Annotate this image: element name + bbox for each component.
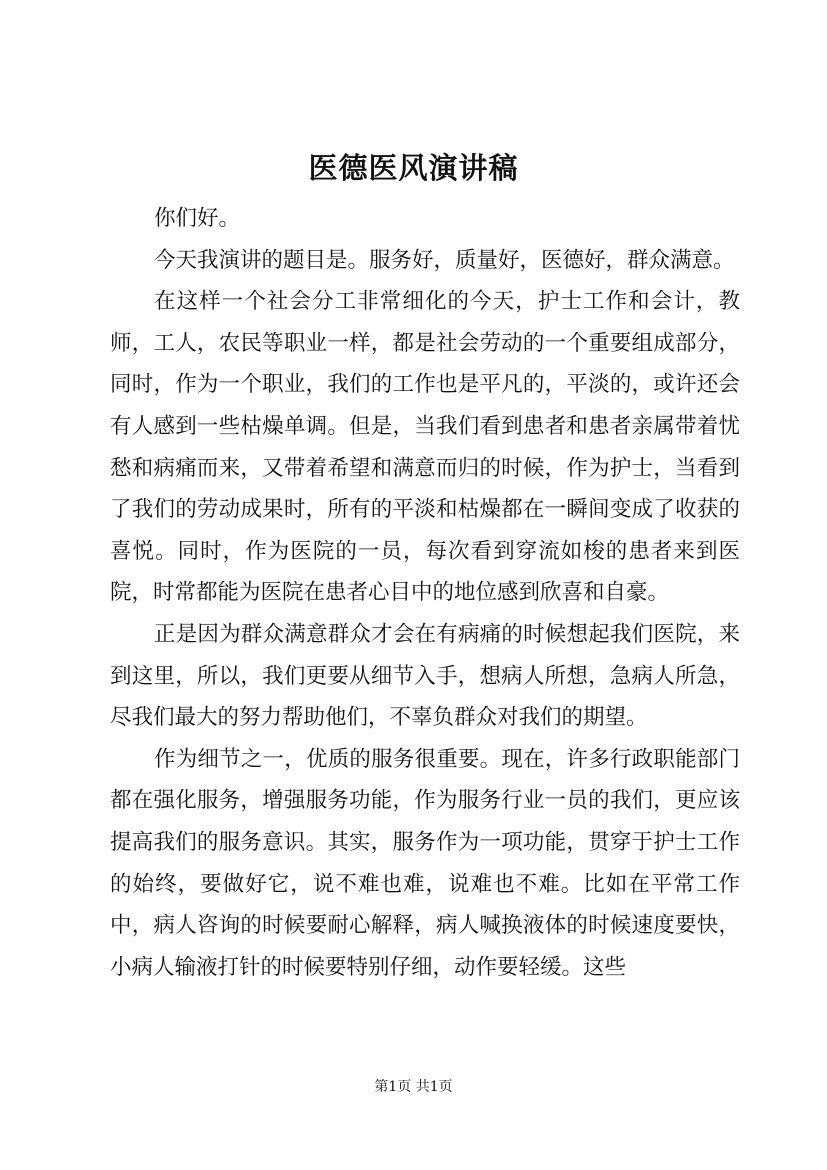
paragraph-social-labor: 在这样一个社会分工非常细化的今天，护士工作和会计，教师，工人，农民等职业一样，都是社会劳动的一个重要组成部分，同时，作为一个职业，我们的工作也是平凡的，平淡的，或许还会有人感到一些枯燥单调。但是，当我们看到患者和患者亲属带着忧愁和病痛而来，又带着希望和满意而归的时候，作为护士，当看到了我们的劳动成果时，所有的平淡和枯燥都在一瞬间变成了收获的喜悦。同时，作为医院的一员，每次看到穿流如梭的患者来到医院，时常都能为医院在患者心目中的地位感到欣喜和自豪。 <box>110 289 740 606</box>
document-body <box>110 198 740 988</box>
page-number-footer: 第1页 共1页 <box>374 1079 453 1095</box>
paragraph-greeting: 你们好。 <box>154 206 241 231</box>
paragraph-public-satisfaction: 正是因为群众满意群众才会在有病痛的时候想起我们医院，来到这里，所以，我们更要从细节入手，想病人所想，急病人所急，尽我们最大的努力帮助他们，不辜负群众对我们的期望。 <box>110 621 740 731</box>
document-title: 医德医风演讲稿 <box>308 151 519 185</box>
paragraph-topic: 今天我演讲的题目是。服务好，质量好，医德好，群众满意。 <box>154 247 735 273</box>
paragraph-quality-service: 作为细节之一，优质的服务很重要。现在，许多行政职能部门都在强化服务，增强服务功能，作为服务行业一员的我们，更应该提高我们的服务意识。其实，服务作为一项功能，贯穿于护士工作的始终，要做好它，说不难也难，说难也不难。比如在平常工作中，病人咨询的时候要耐心解释，病人喊换液体的时候速度要快，小病人输液打针的时候要特别仔细，动作要轻缓。这些 <box>110 746 740 980</box>
